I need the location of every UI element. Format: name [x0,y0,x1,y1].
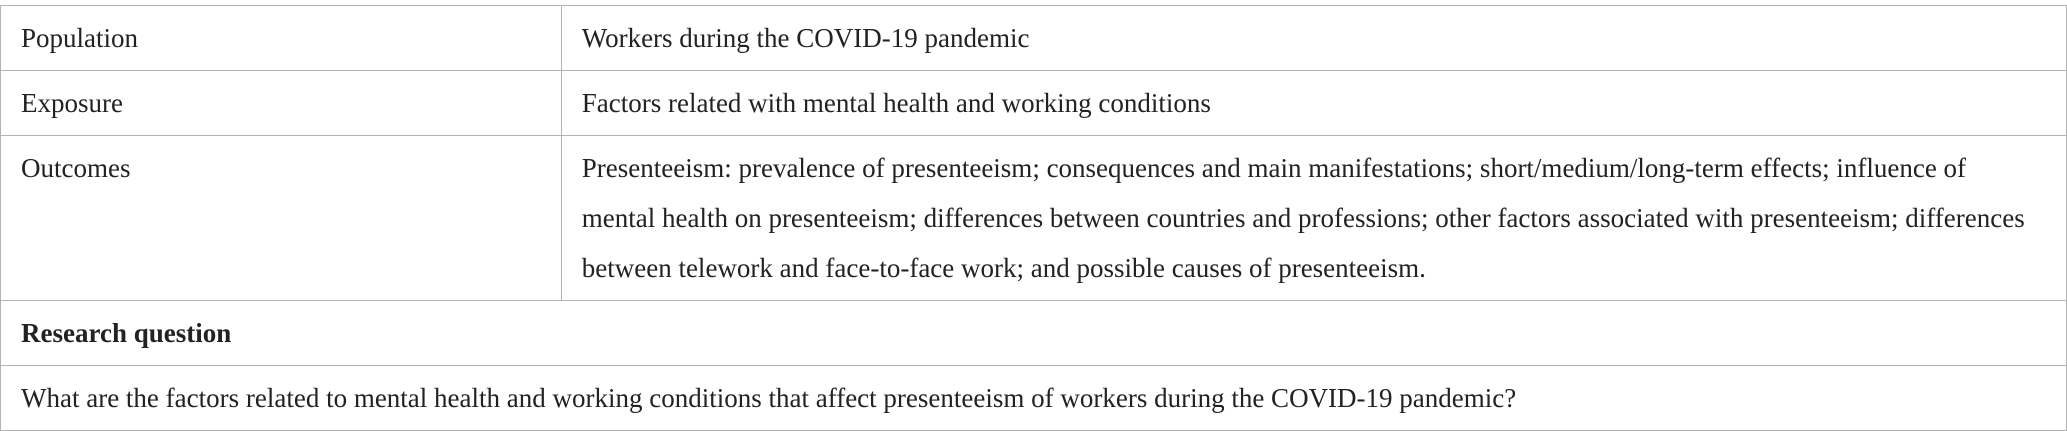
research-question-text: What are the factors related to mental health and working conditions that affect presenteeism of workers during the COVID-19 pandemic? [1,366,2067,431]
row-value: Factors related with mental health and working conditions [561,71,2066,136]
table-row-population [1,6,2067,71]
row-label: Exposure [1,71,562,136]
table-row-exposure [1,71,2067,136]
peo-table [0,5,2067,431]
row-label: Outcomes [1,136,562,301]
row-label: Population [1,6,562,71]
table-row-research-question [1,366,2067,431]
table-row-outcomes [1,136,2067,301]
row-value: Presenteeism: prevalence of presenteeism; consequences and main manifestations; short/medium/long-term effects; influence of mental health on presenteeism; differences between countries and professions; other factors associated with presenteeism; differences between telework and face-to-face work; and possible causes of presenteeism. [561,136,2066,301]
row-value: Workers during the COVID-19 pandemic [561,6,2066,71]
table-row-research-question-heading [1,301,2067,366]
research-question-heading: Research question [1,301,2067,366]
